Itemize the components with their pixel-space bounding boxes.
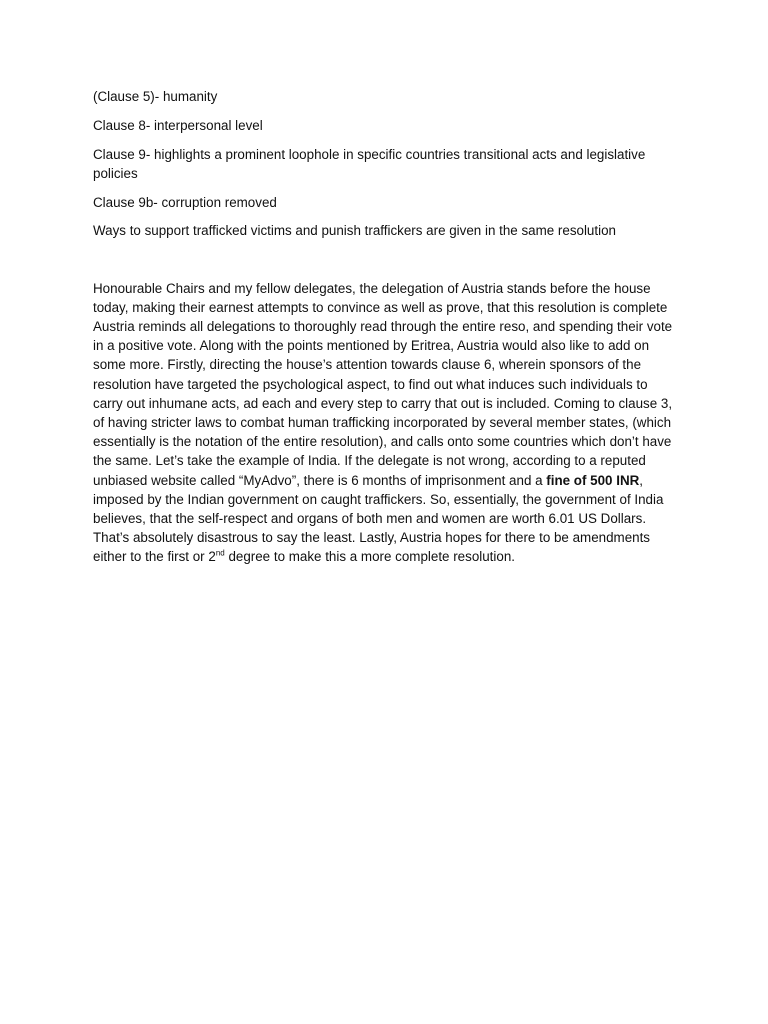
speech-paragraph xyxy=(93,279,678,567)
speech-bold-fine: fine of 500 INR xyxy=(546,472,640,488)
note-clause-9: Clause 9- highlights a prominent loophole in specific countries transitional acts and legislative policies xyxy=(93,146,646,181)
document-body xyxy=(93,87,678,567)
note-support-victims: Ways to support trafficked victims and punish traffickers are given in the same resolution xyxy=(93,223,616,239)
note-clause-5: (Clause 5)- humanity xyxy=(93,89,218,104)
speech-text-part-3: degree to make this a more complete resolution. xyxy=(224,549,515,565)
speech-superscript: nd xyxy=(215,548,225,558)
note-clause-9b: Clause 9b- corruption removed xyxy=(93,194,277,210)
speech-text-part-1: Honourable Chairs and my fellow delegates, the delegation of Austria stands before the house today, making their earnest attempts to convince as well as prove, that this resolution is complete Austria reminds all delegations to thoroughly read through the entire reso, and spending their vote in a positive vote. Along with the points mentioned by Eritrea, Austria would also like to add on some more. Firstly, directing the house’s attention towards clause 6, wherein sponsors of the resolution have targeted the psychological aspect, to find out what induces such individuals to carry out inhumane acts, ad each and every step to carry that out is included. Coming to clause 3, of having stricter laws to combat human trafficking incorporated by several member states, (which essentially is the notation of the entire resolution), and calls onto some countries which don’t have the same. Let’s take the example of India. If the delegate is not wrong, according to a reputed unbiased website called “MyAdvo”, there is 6 months of imprisonment and a xyxy=(93,280,673,488)
speech-text-part-2: , imposed by the Indian government on caught traffickers. So, essentially, the government of India believes, that the self-respect and organs of both men and women are worth 6.01 US Dollars. That’s absolutely disastrous to say the least. Lastly, Austria hopes for there to be amendments either to the first or 2 xyxy=(93,472,664,565)
note-clause-8: Clause 8- interpersonal level xyxy=(93,117,263,133)
